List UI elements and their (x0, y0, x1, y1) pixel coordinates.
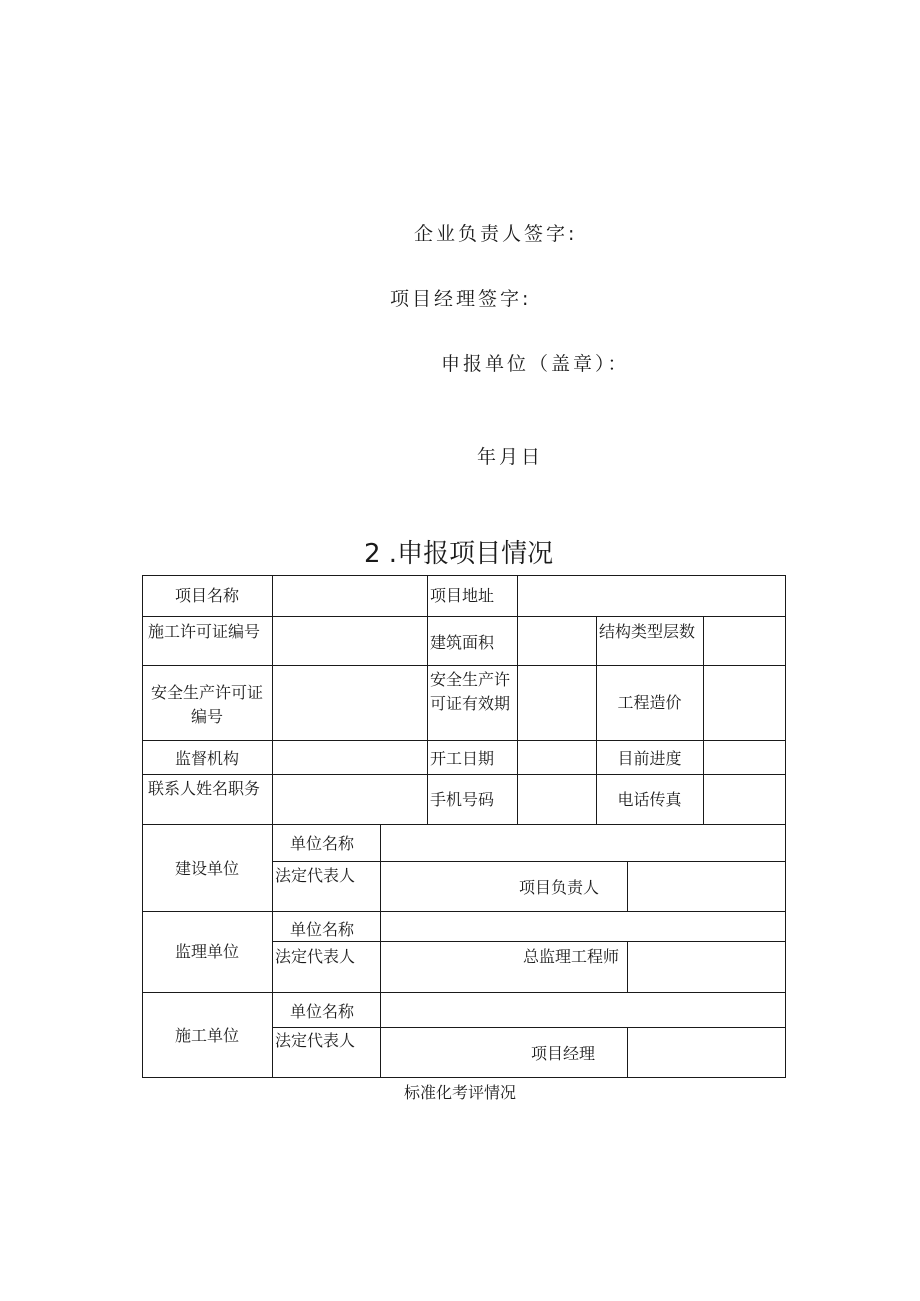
supervision-unit-label: 监理单位 (174, 942, 239, 961)
row-divider (142, 740, 786, 741)
row-divider (272, 941, 786, 942)
phone-fax-label: 电话传真 (617, 790, 682, 809)
unit-name-label: 单位名称 (290, 834, 355, 853)
enterprise-head-signature-label: 企业负责人签字: (414, 223, 578, 245)
project-name-label: 项目名称 (174, 586, 239, 605)
project-address-label: 项目地址 (430, 586, 495, 605)
progress-label: 目前进度 (617, 749, 682, 768)
safety-permit-label-line2: 编号 (190, 707, 223, 726)
col-divider (380, 824, 381, 1078)
legal-rep-label: 法定代表人 (275, 866, 356, 885)
table-border (142, 575, 143, 1078)
safety-valid-label-line1: 安全生产许 (430, 670, 511, 689)
row-divider (272, 1027, 786, 1028)
contact-person-label: 联系人姓名职务 (148, 779, 261, 798)
row-divider (142, 992, 786, 993)
safety-permit-label-line1: 安全生产许可证 (150, 683, 263, 702)
col-divider (517, 575, 518, 824)
mobile-label: 手机号码 (430, 790, 495, 809)
legal-rep-label: 法定代表人 (275, 1031, 356, 1050)
col-divider (272, 575, 273, 1078)
col-divider (627, 861, 628, 912)
construction-unit-label: 建设单位 (174, 859, 239, 878)
row-divider (142, 774, 786, 775)
standardization-evaluation-label: 标准化考评情况 (403, 1083, 516, 1102)
table-border (142, 575, 786, 576)
legal-rep-label: 法定代表人 (275, 947, 356, 966)
row-divider (142, 911, 786, 912)
table-border (142, 1077, 786, 1078)
table-border (785, 575, 786, 1078)
construction-permit-label: 施工许可证编号 (148, 622, 261, 641)
unit-name-label: 单位名称 (290, 1002, 355, 1021)
col-divider (627, 1027, 628, 1078)
safety-valid-label-line2: 可证有效期 (430, 694, 511, 713)
row-divider (142, 665, 786, 666)
col-divider (627, 941, 628, 993)
row-divider (142, 824, 786, 825)
row-divider (272, 861, 786, 862)
applicant-unit-seal-label: 申报单位（盖章）： (441, 353, 630, 375)
building-area-label: 建筑面积 (430, 633, 495, 652)
section-title: 2 .申报项目情况 (364, 539, 554, 569)
start-date-label: 开工日期 (430, 749, 495, 768)
structure-floors-label: 结构类型层数 (599, 622, 696, 641)
project-manager-label: 项目经理 (531, 1044, 596, 1063)
contractor-unit-label: 施工单位 (174, 1026, 239, 1045)
col-divider (703, 616, 704, 824)
date-label: 年月日 (477, 446, 544, 468)
chief-supervisor-label: 总监理工程师 (523, 947, 620, 966)
project-cost-label: 工程造价 (617, 693, 682, 712)
row-divider (142, 616, 786, 617)
unit-name-label: 单位名称 (290, 920, 355, 939)
project-leader-label: 项目负责人 (519, 878, 600, 897)
project-manager-signature-label: 项目经理签字: (390, 288, 532, 310)
supervision-agency-label: 监督机构 (174, 749, 239, 768)
col-divider (427, 575, 428, 824)
